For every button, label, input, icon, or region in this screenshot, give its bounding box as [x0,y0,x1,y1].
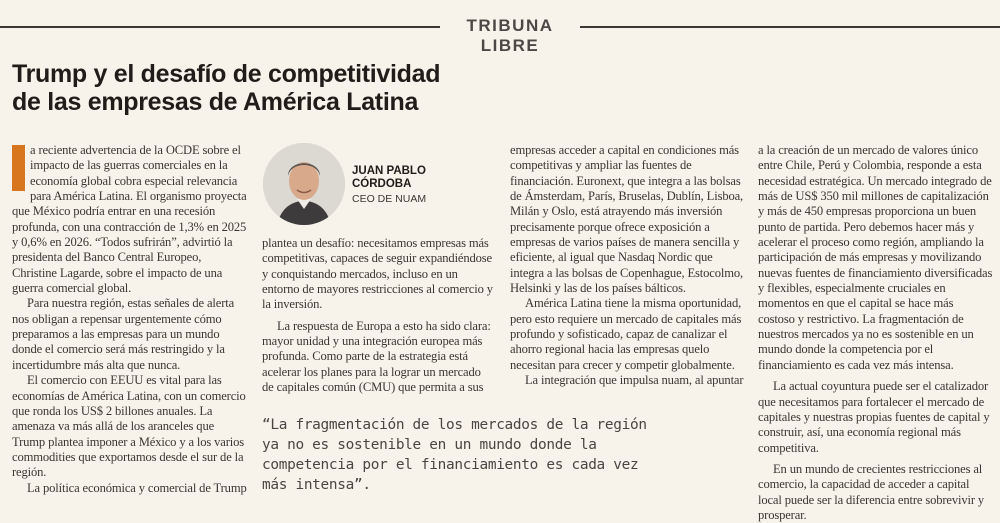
paragraph: La actual coyuntura puede ser el catalizador que necesitamos para fortalecer el mercado de capitales y nuestras propias fuentes de capital y construir, así, una economía regional más competitiva. [758,379,990,455]
paragraph: empresas acceder a capital en condiciones más competitivas y ampliar las fuentes de financiación. Euronext, que integra a las bolsas de Ámsterdam, París, Bruselas, Dublín, Lisboa, Milán y Oslo, está atrayendo más inversión precisamente porque ofrece exposición a empresas de varios países de manera sencilla y eficiente, al igual que Nasdaq Nordic que integra a las bolsas de Copenhague, Estocolmo, Helsinki y las de los países bálticos. [510,143,744,296]
article-headline [12,60,482,116]
author-name: JUAN PABLO CÓRDOBA [352,165,426,190]
headline-line-2: de las empresas de América Latina [12,88,419,116]
author-portrait-icon [263,143,345,225]
article-column-3 [510,143,745,389]
paragraph: En un mundo de crecientes restricciones al comercio, la capacidad de acceder a capital local puede ser la diferencia entre sobrevivir y prosperar. [758,461,985,522]
article-column-1 [12,143,247,496]
section-rule-left [0,26,440,28]
paragraph: a reciente advertencia de la OCDE sobre el impacto de las guerras comerciales en la economía global cobra especial relevancia para América Latina. El organismo proyecta que México podría entrar en una recesión profunda, con una contracción de 1,3% en 2025 y 0,6% en 2026. “Todos sufrirán”, advirtió la presidenta del Banco Central Europeo, Christine Lagarde, sobre el impacto de una guerra comercial global. [12,143,247,296]
author-role: CEO DE NUAM [352,193,427,205]
article-column-2 [262,236,494,395]
paragraph: El comercio con EEUU es vital para las economías de América Latina, con un comercio que ronda los US$ 2 billones anuales. La amenaza va más allá de los aranceles que Trump plantea imponer a México y a los varios commodities que exportamos desde el sur de la región. [12,373,246,480]
dropcap [12,145,25,191]
paragraph: a la creación de un mercado de valores único entre Chile, Perú y Colombia, responde a esta necesidad estratégica. Un mercado integrado de más de US$ 350 mil millones de capitalización y más de 450 empresas proporciona un buen punto de partida. Pero debemos hacer más y acelerar el proceso como región, ampliando la participación de más empresas y movilizando nuevas fuentes de financiamiento diversificadas y flexibles, especialmente cruciales en momentos en que el capital se hace más costoso y restrictivo. La fragmentación de nuestros mercados ya no es sostenible en un mundo donde la competencia por el financiamiento es cada vez más intensa. [758,143,993,372]
article-column-4 [758,143,993,523]
section-rule-right [580,26,1000,28]
author-photo [263,143,345,225]
paragraph: La integración que impulsa nuam, al apuntar [525,373,744,388]
pull-quote: “La fragmentación de los mercados de la región ya no es sostenible en un mundo donde la competencia por el financiamiento es cada vez más intensa”. [262,417,647,493]
paragraph: La respuesta de Europa a esto ha sido clara: mayor unidad y una integración europea más profunda. Como parte de la estrategia está acelerar los planes para la lograr un mercado de capitales común (CMU) que permita a sus [262,318,491,395]
paragraph: plantea un desafío: necesitamos empresas más competitivas, capaces de seguir expandiéndose y conquistando mercados, incluso en un entorno de mayores restricciones al comercio y la inversión. [262,236,493,312]
section-title: TRIBUNA LIBRE [466,16,554,55]
paragraph: La política económica y comercial de Trump [27,480,247,495]
headline-line-1: Trump y el desafío de competitividad [12,60,441,88]
paragraph: Para nuestra región, estas señales de alerta nos obligan a repensar urgentemente cómo preparamos a las empresas para un mundo donde el comercio será más restringido y la incertidumbre más alta que nunca. [12,296,235,372]
section-header [0,16,1000,55]
paragraph: América Latina tiene la misma oportunidad, pero esto requiere un mercado de capitales más profundo y sofisticado, capaz de canalizar el ahorro regional hacia las empresas quelo necesitan para crecer y competir globalmente. [510,296,742,372]
